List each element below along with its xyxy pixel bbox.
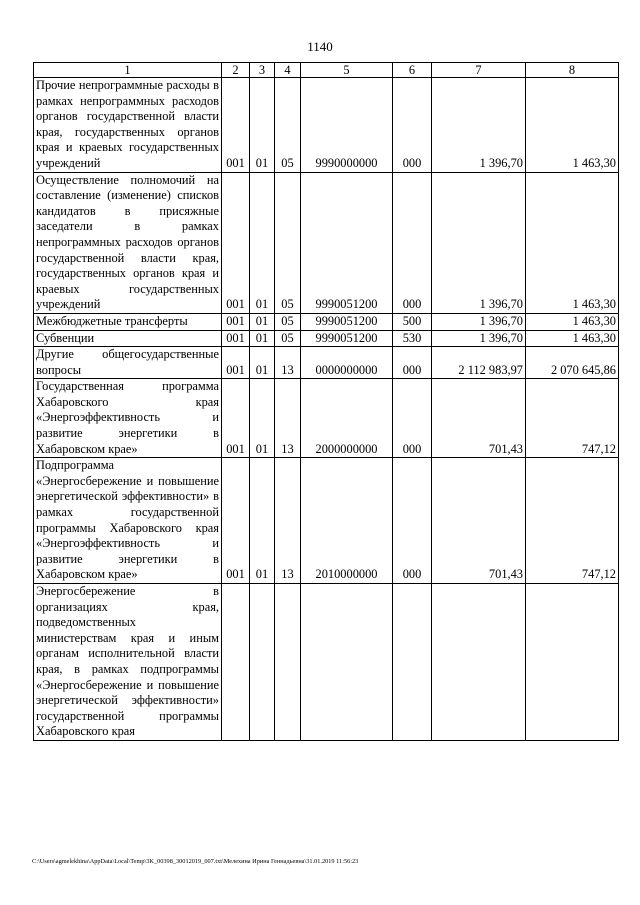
- row-amount-7: 1 396,70: [432, 313, 526, 330]
- row-code-5: 2000000000: [301, 379, 393, 458]
- row-code-2: 001: [222, 379, 250, 458]
- row-code-4: 05: [275, 78, 301, 173]
- row-code-6: 000: [393, 347, 432, 379]
- row-description: Энергосбережение в организациях края, подведомственных министерствам края и иным органам исполнительной власти края, в рамках подпрограммы «Энергосбережение и повышение энергетической эффективности» государственной программы Хабаровского края: [34, 584, 222, 741]
- row-code-6: [393, 584, 432, 741]
- row-code-6: 000: [393, 172, 432, 313]
- table-row: [34, 313, 619, 330]
- row-description: Государственная программа Хабаровского края «Энергоэффективность и развитие энергетики в Хабаровском крае»: [34, 379, 222, 458]
- row-code-3: 01: [250, 379, 275, 458]
- row-amount-7: 1 396,70: [432, 330, 526, 347]
- row-code-2: 001: [222, 347, 250, 379]
- page-number: 1140: [307, 39, 333, 54]
- row-amount-7: 701,43: [432, 458, 526, 584]
- header-col-5: 5: [301, 63, 393, 78]
- row-code-2: 001: [222, 172, 250, 313]
- row-amount-8: 1 463,30: [526, 172, 619, 313]
- table-row: [34, 347, 619, 379]
- row-amount-7: 701,43: [432, 379, 526, 458]
- row-description: Осуществление полномочий на составление (изменение) списков кандидатов в присяжные заседатели в рамках непрограммных расходов органов государственной власти края, государственных органов края и краевых государственных учреждений: [34, 172, 222, 313]
- table-row: [34, 584, 619, 741]
- row-code-2: 001: [222, 458, 250, 584]
- header-col-7: 7: [432, 63, 526, 78]
- row-code-6: 000: [393, 458, 432, 584]
- row-description: Другие общегосударственные вопросы: [34, 347, 222, 379]
- row-amount-8: 1 463,30: [526, 330, 619, 347]
- row-code-6: 000: [393, 78, 432, 173]
- row-amount-8: 2 070 645,86: [526, 347, 619, 379]
- file-path-footer: C:\Users\agmelekhina\AppData\Local\Temp\3K_00398_30012019_007.txt\Мелехина Ирина Геннадьевна\31.01.2019 11:56:23: [32, 858, 359, 865]
- row-code-2: 001: [222, 78, 250, 173]
- row-code-3: 01: [250, 458, 275, 584]
- table-row: [34, 172, 619, 313]
- budget-table: [33, 62, 619, 741]
- row-code-5: 9990000000: [301, 78, 393, 173]
- row-code-5: 9990051200: [301, 330, 393, 347]
- row-code-3: [250, 584, 275, 741]
- row-code-4: 05: [275, 313, 301, 330]
- row-code-4: 05: [275, 330, 301, 347]
- row-code-2: [222, 584, 250, 741]
- row-code-2: 001: [222, 330, 250, 347]
- header-col-2: 2: [222, 63, 250, 78]
- row-code-5: 9990051200: [301, 172, 393, 313]
- table-row: [34, 458, 619, 584]
- row-amount-8: 747,12: [526, 458, 619, 584]
- row-code-4: [275, 584, 301, 741]
- row-amount-8: 747,12: [526, 379, 619, 458]
- row-code-6: 000: [393, 379, 432, 458]
- header-col-8: 8: [526, 63, 619, 78]
- row-amount-8: [526, 584, 619, 741]
- row-amount-7: 1 396,70: [432, 172, 526, 313]
- table-row: [34, 379, 619, 458]
- row-code-3: 01: [250, 347, 275, 379]
- row-description: Прочие непрограммные расходы в рамках непрограммных расходов органов государственной власти края, государственных органов края и краевых государственных учреждений: [34, 78, 222, 173]
- row-description: Межбюджетные трансферты: [34, 313, 222, 330]
- row-code-4: 13: [275, 458, 301, 584]
- row-amount-8: 1 463,30: [526, 313, 619, 330]
- row-code-5: 0000000000: [301, 347, 393, 379]
- row-code-3: 01: [250, 172, 275, 313]
- header-row: [34, 63, 619, 78]
- row-code-6: 500: [393, 313, 432, 330]
- row-code-5: 9990051200: [301, 313, 393, 330]
- row-code-4: 05: [275, 172, 301, 313]
- row-code-5: 2010000000: [301, 458, 393, 584]
- header-col-6: 6: [393, 63, 432, 78]
- row-amount-8: 1 463,30: [526, 78, 619, 173]
- row-code-5: [301, 584, 393, 741]
- header-col-4: 4: [275, 63, 301, 78]
- row-code-6: 530: [393, 330, 432, 347]
- row-code-3: 01: [250, 313, 275, 330]
- header-col-3: 3: [250, 63, 275, 78]
- table-row: [34, 330, 619, 347]
- row-code-3: 01: [250, 330, 275, 347]
- row-code-2: 001: [222, 313, 250, 330]
- row-code-4: 13: [275, 379, 301, 458]
- row-amount-7: [432, 584, 526, 741]
- row-amount-7: 2 112 983,97: [432, 347, 526, 379]
- row-description: Подпрограмма «Энергосбережение и повышение энергетической эффективности» в рамках государственной программы Хабаровского края «Энергоэффективность и развитие энергетики в Хабаровском крае»: [34, 458, 222, 584]
- row-code-4: 13: [275, 347, 301, 379]
- row-description: Субвенции: [34, 330, 222, 347]
- header-col-1: 1: [34, 63, 222, 78]
- row-amount-7: 1 396,70: [432, 78, 526, 173]
- table-row: [34, 78, 619, 173]
- row-code-3: 01: [250, 78, 275, 173]
